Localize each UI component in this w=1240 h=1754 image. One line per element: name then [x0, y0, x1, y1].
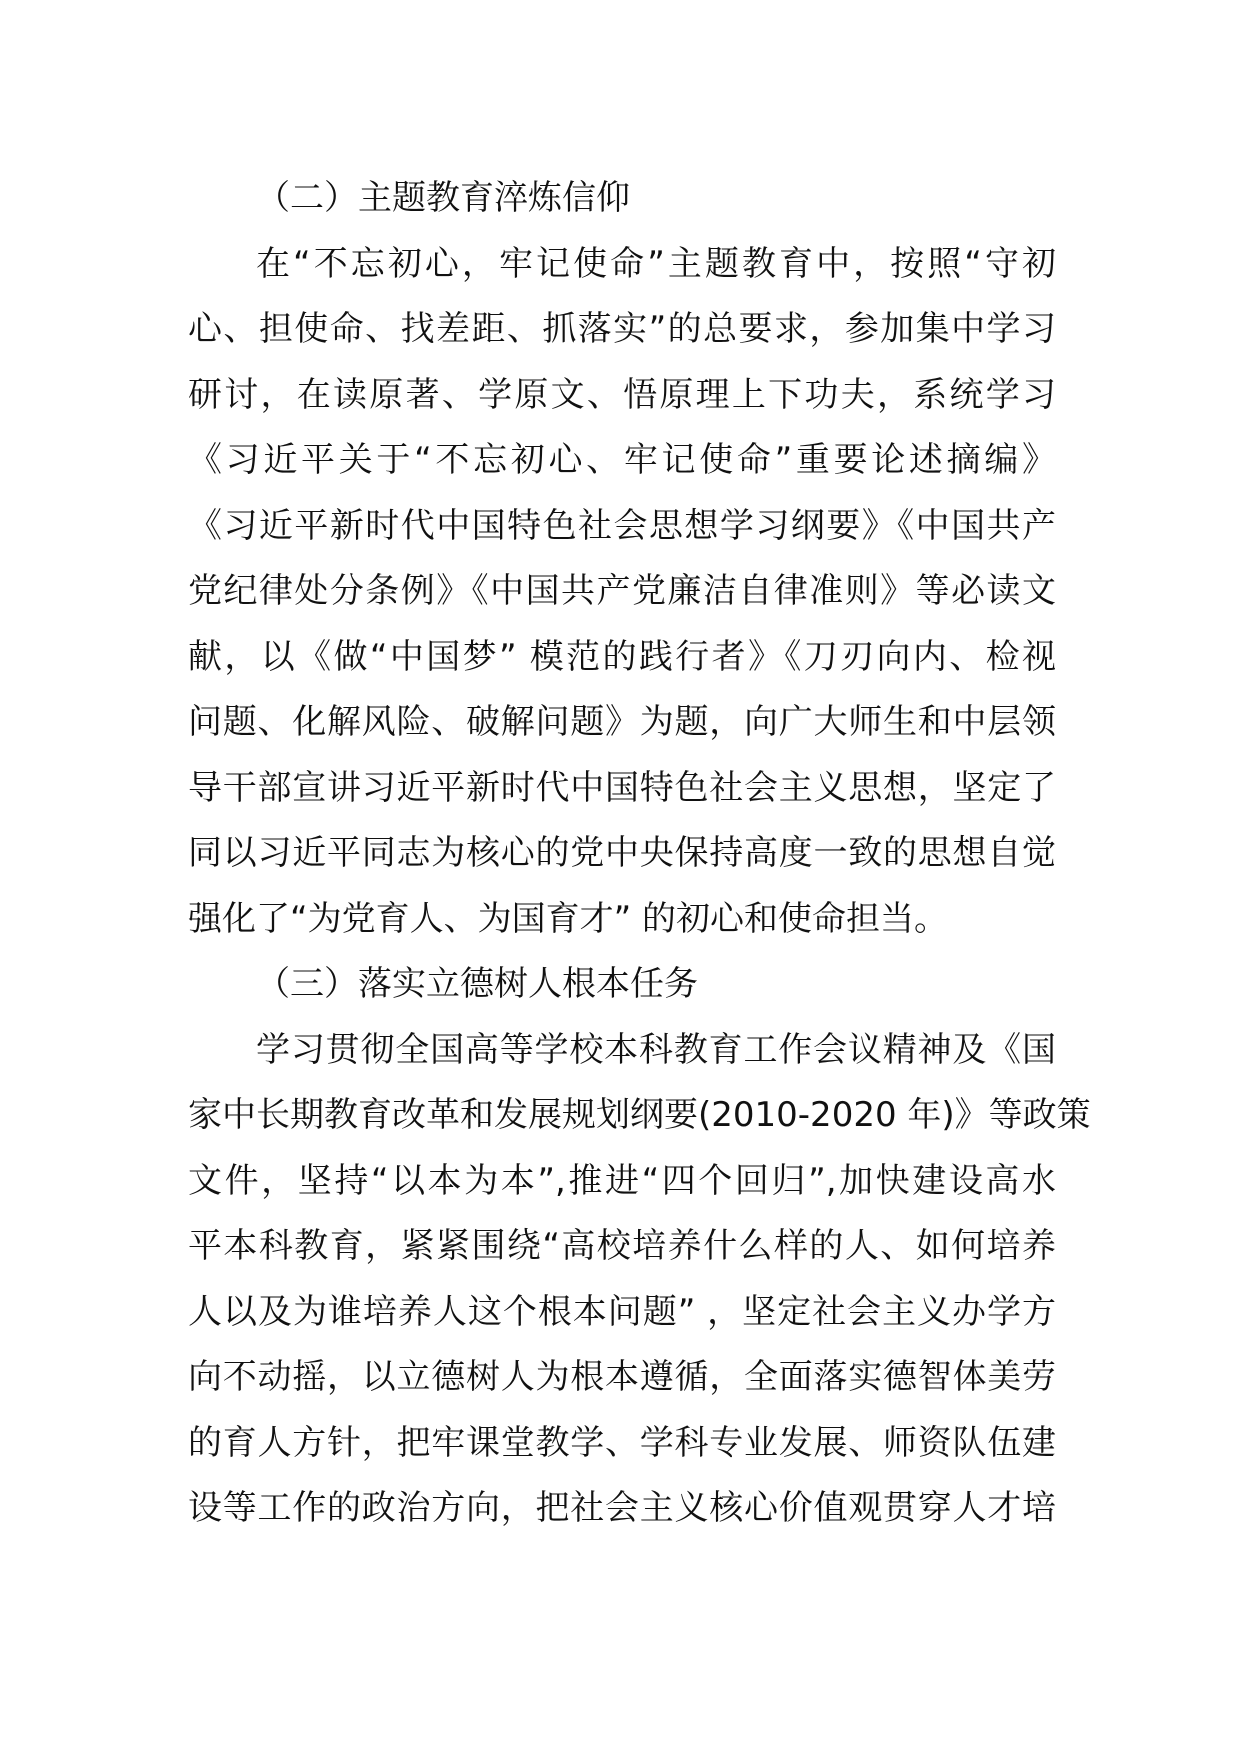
paragraph-line: 同以习近平同志为核心的党中央保持高度一致的思想自觉 — [188, 833, 1056, 873]
paragraph-line: 平本科教育，紧紧围绕“高校培养什么样的人、如何培养 — [188, 1226, 1056, 1266]
paragraph-line: 向不动摇，以立德树人为根本遵循，全面落实德智体美劳 — [188, 1357, 1056, 1397]
paragraph-line: 文件，坚持“以本为本”,推进“四个回归”,加快建设高水 — [188, 1160, 1056, 1201]
paragraph-line: 研讨，在读原著、学原文、悟原理上下功夫，系统学习 — [188, 374, 1056, 415]
paragraph-line: 《习近平关于“不忘初心、牢记使命”重要论述摘编》 — [188, 440, 1056, 480]
section-heading-2 — [188, 166, 1056, 232]
paragraph-line: 设等工作的政治方向，把社会主义核心价值观贯穿人才培 — [188, 1488, 1056, 1528]
paragraph-line: 导干部宣讲习近平新时代中国特色社会主义思想，坚定了 — [188, 767, 1056, 808]
section-heading-text: （三）落实立德树人根本任务 — [256, 964, 698, 1004]
document-body — [188, 166, 1091, 1542]
section-heading-3 — [188, 952, 1056, 1018]
paragraph-line: 学习贯彻全国高等学校本科教育工作会议精神及《国 — [256, 1029, 1056, 1070]
paragraph-line: 心、担使命、找差距、抓落实”的总要求，参加集中学习 — [188, 309, 1056, 349]
paragraph-line: 家中长期教育改革和发展规划纲要(2010-2020 年)》等政策 — [188, 1095, 1091, 1135]
paragraph-line: 的育人方针，把牢课堂教学、学科专业发展、师资队伍建 — [188, 1422, 1056, 1463]
paragraph-line: 献，以《做“中国梦” 模范的践行者》《刀刃向内、检视 — [188, 636, 1056, 677]
section-heading-text: （二）主题教育淬炼信仰 — [256, 178, 630, 218]
paragraph-line: 问题、化解风险、破解问题》为题，向广大师生和中层领 — [188, 702, 1056, 742]
paragraph-line: 人以及为谁培养人这个根本问题” ，坚定社会主义办学方 — [188, 1291, 1056, 1332]
paragraph-line: 《习近平新时代中国特色社会思想学习纲要》《中国共产 — [188, 505, 1056, 546]
section-paragraph-2 — [188, 232, 1056, 953]
paragraph-line: 党纪律处分条例》《中国共产党廉洁自律准则》等必读文 — [188, 571, 1056, 611]
section-paragraph-3 — [188, 1018, 1091, 1542]
paragraph-line: 在“不忘初心，牢记使命”主题教育中，按照“守初 — [256, 243, 1056, 284]
paragraph-line: 强化了“为党育人、为国育才” 的初心和使命担当。 — [188, 898, 949, 939]
